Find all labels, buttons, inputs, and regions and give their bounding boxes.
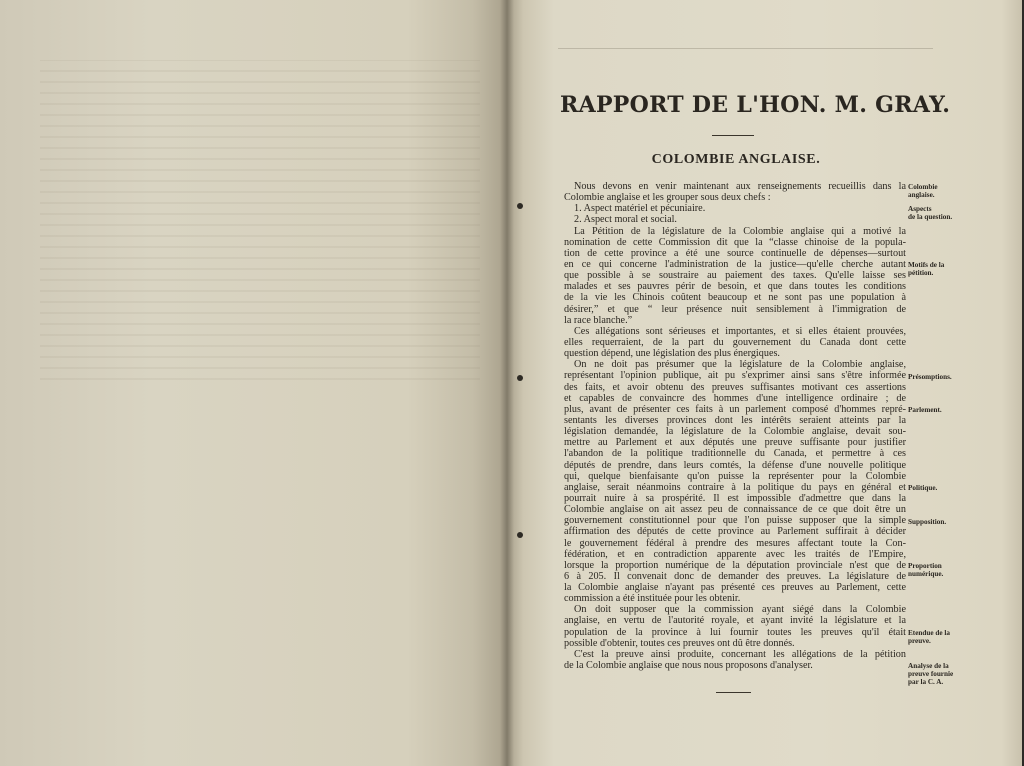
title-divider <box>712 135 754 136</box>
margin-note <box>908 519 978 527</box>
body-line: pourrait nuire à sa prospérité. Il est impossible d'admettre que dans la <box>564 492 906 504</box>
margin-note <box>908 206 978 221</box>
margin-note-line: Parlement. <box>908 406 942 414</box>
margin-note-line: anglaise. <box>908 190 935 199</box>
body-line: représentant l'opinion publique, ait pu s'exprimer ainsi sans s'être informée <box>564 370 906 382</box>
body-line: anglaise, serait néanmoins contraire à la politique du pays en général et <box>564 481 906 493</box>
margin-note <box>908 374 978 382</box>
margin-note-line: preuve. <box>908 636 931 645</box>
margin-note <box>908 184 978 199</box>
show-through-text <box>40 60 480 380</box>
margin-note <box>908 663 978 686</box>
body-line: On ne doit pas présumer que la législature de la Colombie anglaise, <box>574 359 906 371</box>
body-line: fédération, et en contradiction apparente avec les traités de l'Empire, <box>564 548 906 560</box>
body-line: sentants les diverses provinces dont les intérêts seraient atteints par la <box>564 414 906 426</box>
margin-note <box>908 563 978 578</box>
body-line: Colombie anglaise on ait assez peu de connaissance de ce que doit être un <box>564 504 906 516</box>
margin-note-line: Politique. <box>908 484 938 493</box>
body-text <box>564 181 906 671</box>
body-line: Nous devons en venir maintenant aux renseignements recueillis dans la <box>574 181 906 192</box>
margin-note-line: par la C. A. <box>908 677 944 686</box>
margin-note-line: Etendue de la <box>908 629 950 637</box>
body-line: gouvernement constitutionnel pour que l'on puisse supposer que la simple <box>564 515 906 527</box>
running-head-rule <box>558 48 933 49</box>
body-line: C'est la preuve ainsi produite, concernant les allégations de la pétition <box>574 648 906 660</box>
margin-note-line: numérique. <box>908 569 944 578</box>
body-line: 2. Aspect moral et social. <box>574 214 677 226</box>
margin-note-line: preuve fournie <box>908 670 954 679</box>
body-line: en ce qui concerne l'administration de la justice—qu'elle cherche autant <box>564 258 906 270</box>
body-line: La Pétition de la législature de la Colombie anglaise qui a motivé la <box>574 225 906 237</box>
body-line: des faits, et avoir obtenu des preuves suffisantes motivant ces assertions <box>564 381 906 393</box>
margin-note-line: Proportion <box>908 562 942 571</box>
body-line: tion de cette province a été une source continuelle de dépenses—surtout <box>564 247 906 259</box>
margin-note-line: Motifs de la <box>908 261 945 270</box>
margin-note-line: Présomptions. <box>908 372 952 381</box>
body-line: le gouvernement fédéral à prendre des mesures affectant toute la Con- <box>564 537 906 549</box>
body-line: que possible à se soustraire au paiement des taxes. Qu'elle laisse ses <box>564 270 906 282</box>
body-line: anglaise, en vertu de l'autorité royale, et ayant invité la législature et la <box>564 615 906 627</box>
margin-note <box>908 262 978 277</box>
body-line: On doit supposer que la commission ayant siégé dans la Colombie <box>574 604 906 616</box>
body-line: affirmation des députés de cette province au Parlement suffirait à décider <box>564 526 906 538</box>
body-line: de la Colombie anglaise que nous nous proposons d'analyser. <box>564 660 813 672</box>
body-line: commission a été instituée pour les obtenir. <box>564 593 741 605</box>
left-page <box>0 0 508 766</box>
body-line: la Colombie anglaise n'ayant pas présenté ces preuves au Parlement, cette <box>564 582 906 594</box>
body-line: possible d'obtenir, toutes ces preuves ont dû être donnés. <box>564 637 795 649</box>
book-gutter <box>500 0 514 766</box>
body-line: qui, quelque bienfaisante qu'on puisse la représenter pour la Colombie <box>564 470 906 482</box>
page-title: RAPPORT DE L'HON. M. GRAY. <box>560 92 951 118</box>
body-line: de la vie les Chinois coûtent beaucoup et ne sont pas une population à <box>564 292 906 304</box>
end-divider <box>716 692 751 693</box>
margin-note-line: de la question. <box>908 212 953 221</box>
body-line: elles requerraient, de la part du gouvernement du Canada dont cette <box>564 336 906 348</box>
body-line: lorsque la proportion numérique de la députation provinciale n'est que de <box>564 559 906 571</box>
body-line: population de la province à lui fournir toutes les preuves qu'il était <box>564 626 906 638</box>
body-line: 6 à 205. Il convenait donc de demander des preuves. La législature de <box>564 570 906 582</box>
margin-note <box>908 630 978 645</box>
margin-note-line: Analyse de la <box>908 662 949 671</box>
margin-note <box>908 407 978 415</box>
section-title: COLOMBIE ANGLAISE. <box>651 152 821 167</box>
binding-hole <box>517 203 523 209</box>
body-line: l'abandon de la politique traditionnelle du Canada, et permettre à ces <box>564 448 906 460</box>
body-line: plus, avant de présenter ces faits à un parlement composé d'hommes repré- <box>564 403 906 415</box>
margin-note <box>908 485 978 493</box>
body-line: Ces allégations sont sérieuses et importantes, et si elles étaient prouvées, <box>574 325 906 337</box>
body-line: nomination de cette Commission dit que la “classe chinoise de la popula- <box>564 236 906 248</box>
body-line: et capables de convaincre des hommes d'une intelligence ordinaire ; de <box>564 392 906 404</box>
margin-note-line: Aspects <box>908 205 932 214</box>
body-line: malades et ses pauvres périr de besoin, et que dans toutes les conditions <box>564 281 906 293</box>
margin-note-line: Supposition. <box>908 517 947 526</box>
body-line: question dépend, une législation des plus énergiques. <box>564 348 780 360</box>
binding-hole <box>517 375 523 381</box>
body-line: 1. Aspect matériel et pécuniaire. <box>574 203 706 215</box>
body-line: la race blanche.” <box>564 314 633 326</box>
body-line: mettre au Parlement et aux députés une preuve suffisante pour justifier <box>564 437 906 449</box>
margin-note-line: Colombie <box>908 183 938 191</box>
binding-hole <box>517 532 523 538</box>
body-line: Colombie anglaise et les grouper sous deux chefs : <box>564 192 771 204</box>
margin-note-line: pétition. <box>908 268 934 277</box>
body-line: députés de prendre, dans leurs comtés, la défense d'une nouvelle politique <box>564 459 906 471</box>
body-line: désirer,” et que “ leur présence nuit sensiblement à l'immigration de <box>564 303 906 315</box>
body-line: législation demandée, la législature de la Colombie anglaise, devait sou- <box>564 426 906 438</box>
